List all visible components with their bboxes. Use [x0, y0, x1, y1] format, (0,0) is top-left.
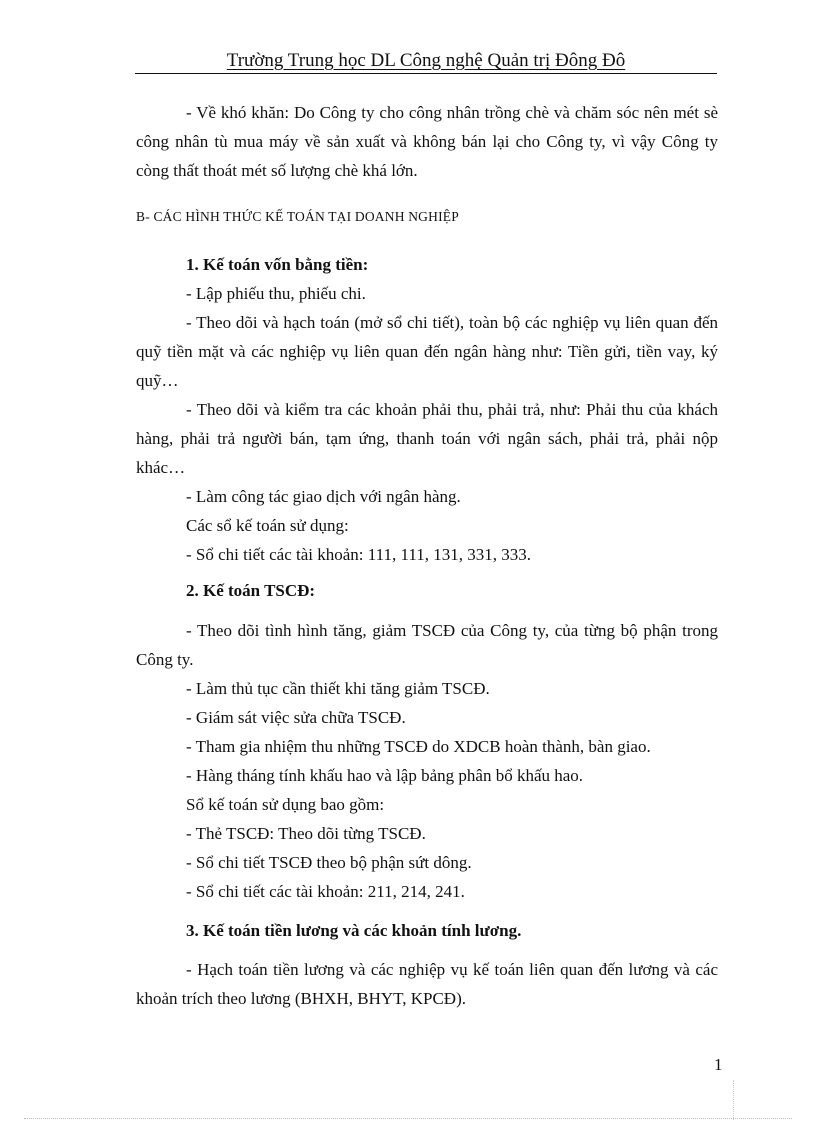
list-item: - Theo dõi và hạch toán (mở sổ chi tiết), toàn bộ các nghiệp vụ liên quan đến quỹ tiền mặt và các nghiệp vụ liên quan đến ngân hàng như: Tiền gửi, tiền vay, ký quỹ… — [136, 313, 718, 390]
part1-block — [136, 250, 718, 569]
list-item: - Theo dõi tình hình tăng, giảm TSCĐ của Công ty, của từng bộ phận trong Công ty. — [136, 621, 718, 669]
list-item: Sổ kế toán sử dụng bao gồm: — [186, 795, 385, 814]
list-item: - Tham gia nhiệm thu những TSCĐ do XDCB hoàn thành, bàn giao. — [186, 737, 651, 756]
part3-heading: 3. Kế toán tiền lương và các khoản tính lương. — [186, 921, 522, 940]
section-heading: B- CÁC HÌNH THỨC KẾ TOÁN TẠI DOANH NGHIỆP — [136, 209, 459, 224]
part3-items — [136, 955, 718, 1013]
list-item: - Hạch toán tiền lương và các nghiệp vụ kế toán liên quan đến lương và các khoản trích theo lương (BHXH, BHYT, KPCĐ). — [136, 960, 718, 1008]
list-item: - Lập phiếu thu, phiếu chi. — [186, 284, 366, 303]
part1-heading: 1. Kế toán vốn bằng tiền: — [186, 255, 369, 274]
corner-rule — [733, 1080, 734, 1120]
intro-paragraph: - Về khó khăn: Do Công ty cho công nhân trồng chè và chăm sóc nên mét sè công nhân tù mua máy về sản xuất và không bán lại cho Công ty, vì vậy Công ty còng thất thoát mét số lượng chè khá lớn. — [136, 103, 718, 180]
part3-block — [136, 916, 718, 945]
list-item: - Làm thủ tục cần thiết khi tăng giảm TSCĐ. — [186, 679, 490, 698]
list-item: - Hàng tháng tính khấu hao và lập bảng phân bổ khấu hao. — [186, 766, 584, 785]
list-item: - Giám sát việc sửa chữa TSCĐ. — [186, 708, 406, 727]
list-item: - Theo dõi và kiểm tra các khoản phải thu, phải trả, như: Phải thu của khách hàng, phải trả người bán, tạm ứng, thanh toán với ngân sách, phải trả, phải nộp khác… — [136, 400, 718, 477]
page-number: 1 — [714, 1055, 723, 1074]
list-item: Các sổ kế toán sử dụng: — [186, 516, 349, 535]
intro-block — [136, 98, 718, 185]
list-item: - Sổ chi tiết các tài khoản: 211, 214, 241. — [186, 882, 465, 901]
part2-block — [136, 576, 718, 605]
list-item: - Sổ chi tiết TSCĐ theo bộ phận sứt dông. — [186, 853, 472, 872]
header-rule — [135, 73, 717, 74]
page-header-title: Trường Trung học DL Công nghệ Quản trị Đông Đô — [226, 50, 626, 71]
part2-heading: 2. Kế toán TSCĐ: — [186, 581, 316, 600]
footer-rule — [24, 1118, 792, 1119]
list-item: - Làm công tác giao dịch với ngân hàng. — [186, 487, 461, 506]
list-item: - Thẻ TSCĐ: Theo dõi từng TSCĐ. — [186, 824, 426, 843]
list-item: - Sổ chi tiết các tài khoản: 111, 111, 131, 331, 333. — [186, 545, 531, 564]
part2-items — [136, 616, 718, 906]
